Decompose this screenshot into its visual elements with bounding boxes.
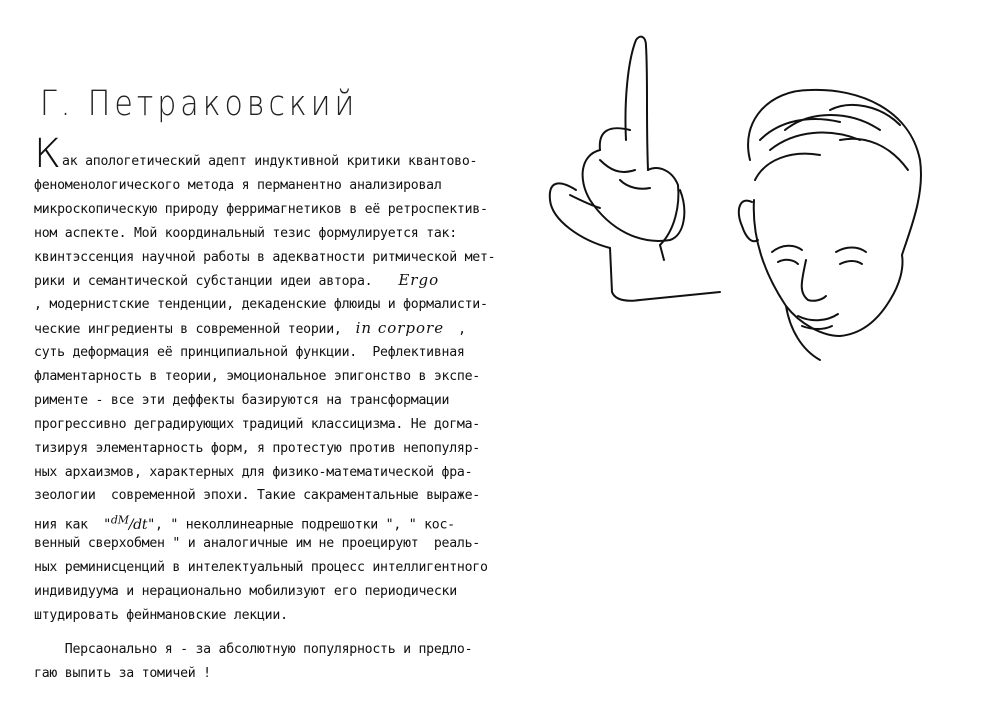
raised-finger-hand-icon xyxy=(550,37,720,301)
text-line: , модернистские тенденции, декаденские флюиды и формалисти- xyxy=(34,297,488,313)
text-line: гаю выпить за томичей ! xyxy=(34,665,211,681)
face-icon xyxy=(739,90,921,360)
text-line: ческие ингредиенты в современной теории, in corpore , xyxy=(34,319,466,338)
handwritten-ergo: Ergo xyxy=(398,271,440,290)
author-title: Г. Петраковский xyxy=(40,84,359,125)
text-line: феноменологического метода я перманентно анализировал xyxy=(34,177,442,193)
derivative-formula: $^{dM}$/dt xyxy=(110,513,148,534)
drop-cap: К xyxy=(34,131,61,177)
text-line: тизируя элементарность форм, я протестую против непопуляр- xyxy=(34,440,480,456)
portrait-illustration xyxy=(540,30,980,410)
text-line: рименте - все эти деффекты базируются на трансформации xyxy=(34,392,450,408)
text-line: прогрессивно деградирующих традиций классицизма. Не догма- xyxy=(34,416,480,432)
text-line: штудировать фейнмановские лекции. xyxy=(34,607,288,623)
text-line: индивидуума и нерационально мобилизуют его периодически xyxy=(34,584,457,600)
text-line: суть деформация её принципиальной функции. Рефлективная xyxy=(34,345,465,361)
text-line: рики и семантической субстанции идеи автора. Ergo xyxy=(34,271,440,290)
text-line: Персаонально я - за абсолютную популярность и предло- xyxy=(34,641,473,657)
text-line: ном аспекте. Мой координальный тезис формулируется так: xyxy=(34,225,457,241)
text-line: ния как "$^{dM}$/dt", " неколлинеарные подрешотки ", " кос- xyxy=(34,513,455,534)
text-line: фламентарность в теории, эмоциональное эпигонство в экспе- xyxy=(34,369,480,385)
text-line: ных реминисценций в интелектуальный процесс интеллигентного xyxy=(34,560,488,576)
text-line: Как апологетический адепт индуктивной критики квантово- xyxy=(34,131,478,177)
handwritten-in-corpore: in corpore xyxy=(355,319,445,338)
text-line: ных архаизмов, характерных для физико-математической фра- xyxy=(34,464,473,480)
text-line: квинтэссенция научной работы в адекватности ритмической мет- xyxy=(34,249,496,265)
text-line: зеологии современной эпохи. Такие сакраментальные выраже- xyxy=(34,488,480,504)
text-line: венный сверхобмен " и аналогичные им не проецируют реаль- xyxy=(34,536,480,552)
main-text xyxy=(34,131,504,686)
text-line: микроскопическую природу ферримагнетиков в её ретроспектив- xyxy=(34,201,488,217)
